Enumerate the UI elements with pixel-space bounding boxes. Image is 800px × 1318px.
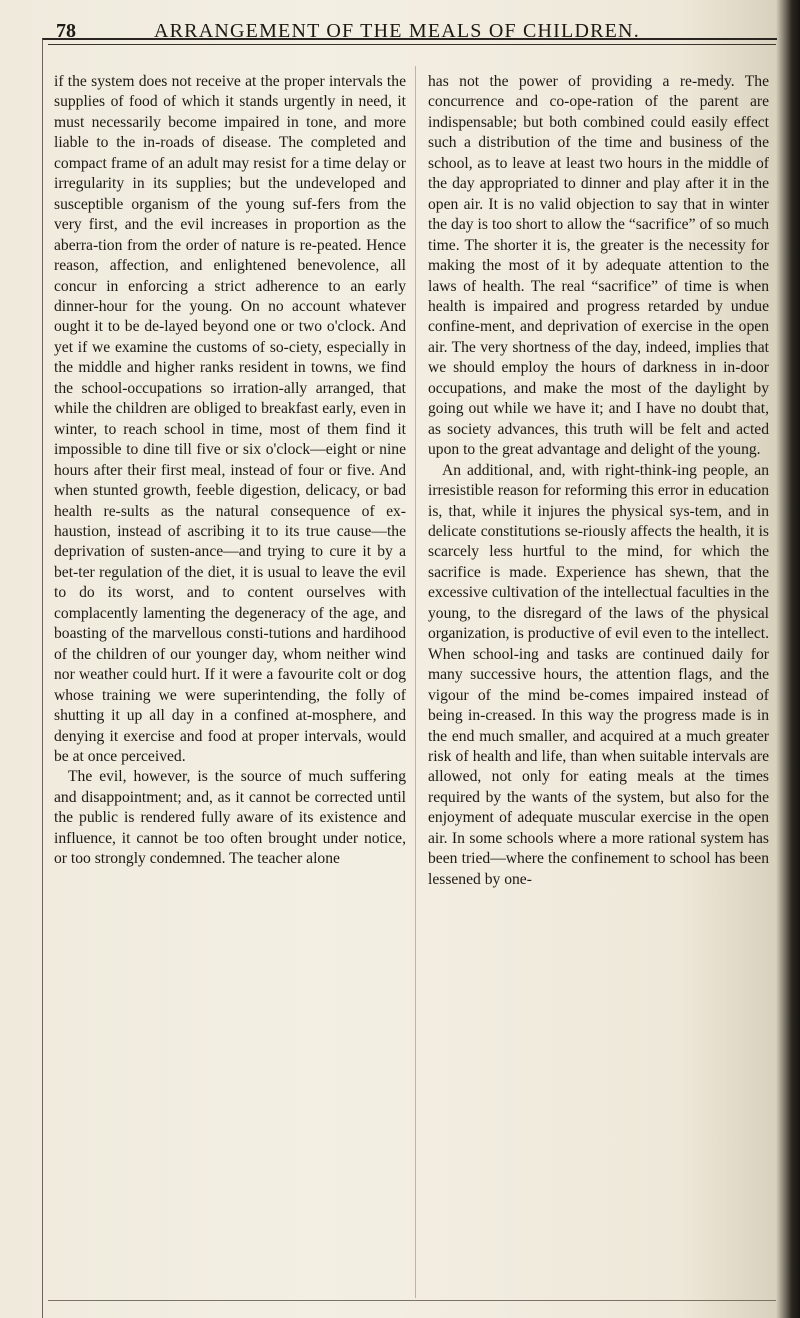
right-paragraph-1: has not the power of providing a re-medy. The concurrence and co-ope-ration of the parent are indispensable; but both combined could easily effect such a distribution of the time and business of the school, as to leave at least two hours in the middle of the day appropriated to dinner and play after it in the open air. It is no valid objection to say that in winter the day is too short to allow the “sacrifice” of so much time. The shorter it is, the greater is the necessity for making the most of it by adequate attention to the laws of health. The real “sacrifice” of time is when health is impaired and progress retarded by undue confine-ment, and deprivation of exercise in the open air. The very shortness of the day, indeed, implies that we should employ the hours of darkness in in-door occupations, and make the most of the daylight by going out while we have it; and I have no doubt that, as society advances, this truth will be felt and acted upon to the great advantage and delight of the young. <box>428 73 769 459</box>
right-column <box>428 72 769 890</box>
running-head: ARRANGEMENT OF THE MEALS OF CHILDREN. <box>154 20 640 42</box>
page-number: 78 <box>56 20 76 42</box>
column-divider <box>415 66 416 1298</box>
header-rule <box>48 44 776 45</box>
left-paragraph-2: The evil, however, is the source of much suffering and disappointment; and, as it cannot be corrected until the public is rendered fully aware of its existence and influence, it cannot be too often brought under notice, or too strongly condemned. The teacher alone <box>54 768 406 868</box>
footer-rule <box>48 1300 776 1301</box>
left-paragraph-1: if the system does not receive at the proper intervals the supplies of food of which it stands urgently in need, it must necessarily become impaired in tone, and more liable to the in-roads of disease. The completed and compact frame of an adult may resist for a time delay or irregularity in its supplies; but the undeveloped and susceptible organism of the young suf-fers from the very first, and the evil increases in proportion as the aberra-tion from the order of nature is re-peated. Hence reason, affection, and enlightened benevolence, all concur in enforcing a strict adherence to an early dinner-hour for the young. On no account whatever ought it to be de-layed beyond one or two o'clock. And yet if we examine the customs of so-ciety, especially in the middle and higher ranks resident in towns, we find the school-occupations so irration-ally arranged, that while the children are obliged to breakfast early, even in winter, to reach school in time, most of them find it impossible to dine till five or six o'clock—eight or nine hours after their first meal, instead of four or five. And when stunted growth, feeble digestion, delicacy, or bad health re-sults as the natural consequence of ex-haustion, instead of ascribing it to its true cause—the deprivation of susten-ance—and trying to cure it by a bet-ter regulation of the diet, it is usual to leave the evil to do its worst, and to content ourselves with complacently lamenting the degeneracy of the age, and boasting of the marvellous consti-tutions and hardihood of the children of our younger day, whom neither wind nor weather could hurt. If it were a favourite colt or dog whose training we were superintending, the folly of shutting it up all day in a confined at-mosphere, and denying it exercise and food at proper intervals, would be at once perceived. <box>54 73 406 765</box>
right-paragraph-2: An additional, and, with right-think-ing people, an irresistible reason for reforming this error in education is, that, while it injures the physical sys-tem, and in delicate constitutions se-riously affects the health, it is scarcely less hurtful to the mind, for which the sacrifice is made. Experience has shewn, that the excessive cultivation of the intellectual faculties in the young, to the disregard of the laws of the physical organization, is productive of evil even to the intellect. When school-ing and tasks are continued daily for many successive hours, the attention flags, and the vigour of the mind be-comes impaired instead of being in-creased. In this way the progress made is in the end much smaller, and acquired at a much greater risk of health and life, than when suitable intervals are allowed, not only for eating meals at the times required by the wants of the system, but also for the enjoyment of adequate muscular exercise in the open air. In some schools where a more rational system has been tried—where the confinement to school has been lessened by one- <box>428 461 769 888</box>
left-column <box>54 72 406 870</box>
